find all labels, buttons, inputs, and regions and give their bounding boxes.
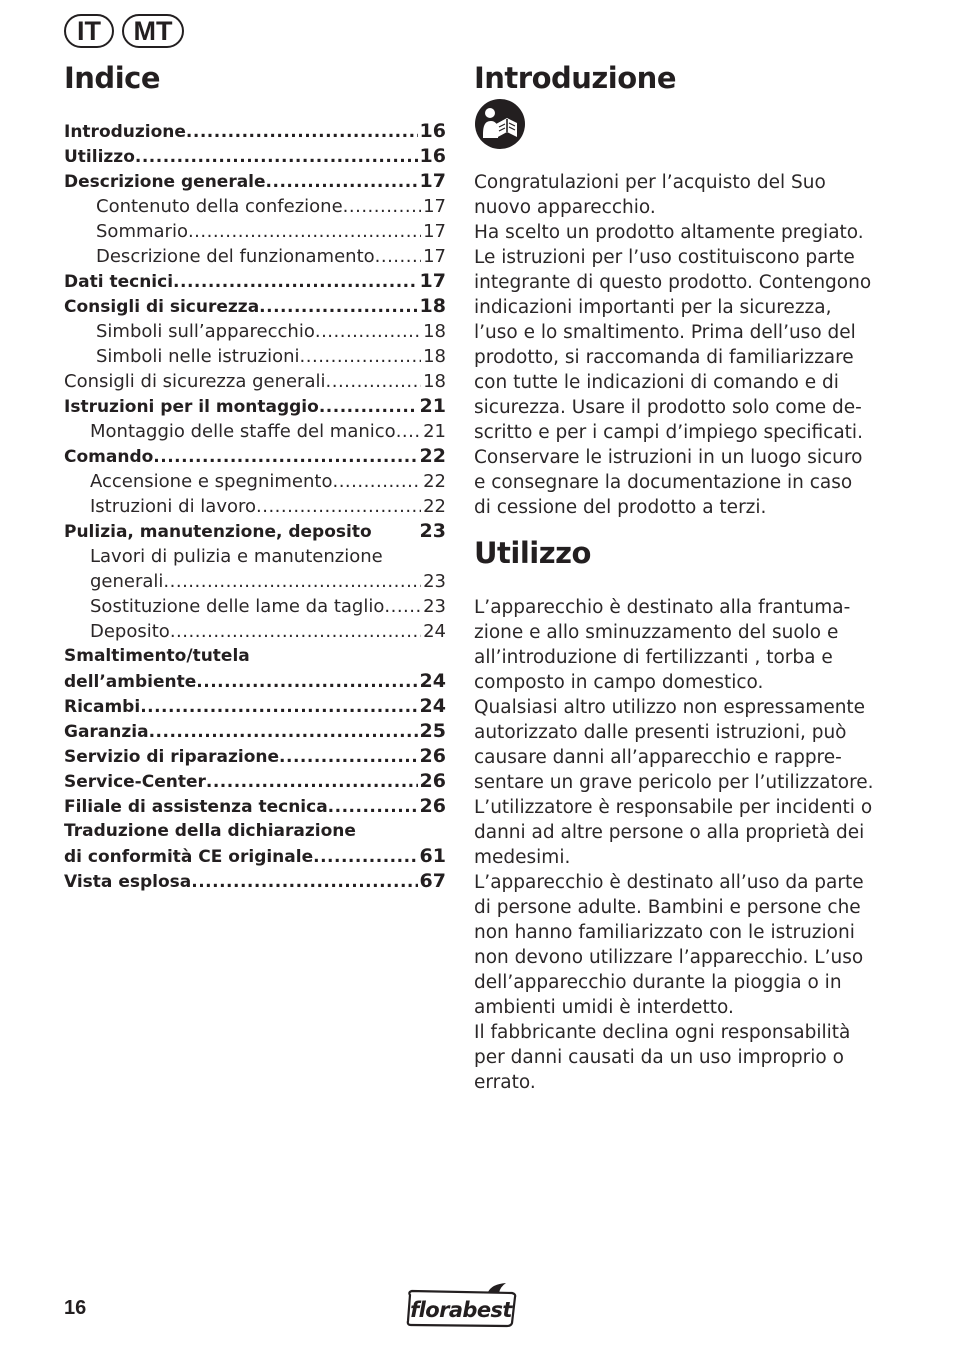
toc-entry-page: 22 (423, 471, 446, 492)
utilizzo-text-line: per danni causati da un uso improprio o (474, 1047, 844, 1068)
toc-entry-label: Pulizia, manutenzione, deposito (64, 522, 372, 542)
toc-entry-page: 17 (423, 196, 446, 217)
introduzione-text-line: l’uso e lo smaltimento. Prima dell’uso del (474, 322, 856, 343)
utilizzo-text-line: errato. (474, 1072, 536, 1093)
toc-leader-dots (153, 445, 417, 470)
toc-entry-page: 22 (423, 496, 446, 517)
toc-entry[interactable] (64, 344, 446, 369)
utilizzo-text-line: all’introduzione di fertilizzanti , torba e (474, 647, 833, 668)
toc-entry-page: 18 (423, 371, 446, 392)
utilizzo-text-line: sentare un grave pericolo per l’utilizzatore. (474, 772, 874, 793)
introduzione-text-line: integrante di questo prodotto. Contengono (474, 272, 872, 293)
toc-entry[interactable] (64, 619, 446, 644)
utilizzo-text-line: non devono utilizzare l’apparecchio. L’uso (474, 947, 864, 968)
toc-leader-dots (135, 145, 418, 170)
toc-leader-dots (186, 120, 418, 145)
toc-entry-page: 21 (419, 395, 446, 417)
toc-entry-label: dell’ambiente (64, 672, 197, 692)
toc-entry-label: Vista esplosa (64, 872, 192, 892)
utilizzo-text-line: Qualsiasi altro utilizzo non espressamente (474, 697, 866, 718)
introduzione-text-line: di cessione del prodotto a terzi. (474, 497, 767, 518)
toc-entry-label: Traduzione della dichiarazione (64, 821, 356, 841)
toc-entry-label: Simboli sull’apparecchio (96, 321, 315, 342)
index-title: Indice (64, 61, 160, 95)
toc-entry-label: Ricambi (64, 697, 141, 717)
toc-entry-page: 16 (419, 145, 446, 167)
toc-entry[interactable] (64, 569, 446, 594)
toc-leader-dots (191, 870, 417, 895)
toc-entry-label: Accensione e spegnimento (90, 471, 333, 492)
introduzione-text-line: prodotto, si raccomanda di familiarizzare (474, 347, 854, 368)
introduzione-text-line: Ha scelto un prodotto altamente pregiato. (474, 222, 864, 243)
utilizzo-body (474, 595, 874, 1095)
language-badges (64, 14, 184, 48)
toc-entry[interactable] (64, 244, 446, 269)
toc-entry-page: 24 (419, 695, 446, 717)
toc-entry[interactable] (64, 294, 446, 319)
toc-entry[interactable] (64, 444, 446, 469)
toc-leader-dots (343, 194, 421, 219)
toc-entry-page: 18 (423, 346, 446, 367)
utilizzo-text-line: dell’apparecchio durante la pioggia o in (474, 972, 842, 993)
introduzione-text-line: scritto e per i campi d’impiego specificati. (474, 422, 863, 443)
toc-entry-page: 23 (423, 571, 446, 592)
toc-entry[interactable] (64, 819, 446, 844)
toc-entry-label: Istruzioni per il montaggio (64, 397, 319, 417)
toc-leader-dots (315, 319, 421, 344)
toc-entry-page: 26 (419, 745, 446, 767)
toc-entry-label: Sommario (96, 221, 188, 242)
introduzione-title: Introduzione (474, 61, 676, 95)
toc-entry-page: 26 (419, 795, 446, 817)
toc-entry-page: 26 (419, 770, 446, 792)
toc-entry-label: Utilizzo (64, 147, 135, 167)
toc-entry-label: Filiale di assistenza tecnica (64, 797, 328, 817)
toc-entry[interactable] (64, 144, 446, 169)
toc-entry-label: Simboli nelle istruzioni (96, 346, 300, 367)
utilizzo-text-line: Il fabbricante declina ogni responsabilità (474, 1022, 851, 1043)
utilizzo-title: Utilizzo (474, 536, 591, 570)
toc-entry[interactable] (64, 744, 446, 769)
toc-entry-page: 16 (419, 120, 446, 142)
utilizzo-text-line: composto in campo domestico. (474, 672, 764, 693)
toc-entry-page: 23 (423, 596, 446, 617)
toc-leader-dots (256, 494, 421, 519)
utilizzo-text-line: autorizzato dalle presenti istruzioni, può (474, 722, 847, 743)
toc-entry-page: 22 (419, 445, 446, 467)
utilizzo-text-line: causare danni all’apparecchio e rappre- (474, 747, 842, 768)
toc-leader-dots (319, 395, 418, 420)
toc-entry[interactable] (64, 494, 446, 519)
toc-entry-label: Comando (64, 447, 154, 467)
introduzione-text-line: indicazioni importanti per la sicurezza, (474, 297, 832, 318)
toc-entry[interactable] (64, 794, 446, 819)
toc-entry-page: 61 (419, 845, 446, 867)
toc-entry[interactable] (64, 719, 446, 744)
toc-leader-dots (259, 295, 417, 320)
toc-leader-dots (173, 270, 418, 295)
toc-leader-dots (170, 619, 421, 644)
toc-entry[interactable] (64, 219, 446, 244)
utilizzo-text-line: ambienti umidi è interdetto. (474, 997, 734, 1018)
toc-leader-dots (279, 745, 418, 770)
toc-entry-page: 17 (419, 270, 446, 292)
toc-entry-label: Montaggio delle staffe del manico (90, 421, 396, 442)
utilizzo-text-line: L’apparecchio è destinato alla frantuma- (474, 597, 851, 618)
toc-entry[interactable] (64, 194, 446, 219)
introduzione-text-line: sicurezza. Usare il prodotto solo come de- (474, 397, 862, 418)
toc-entry[interactable] (64, 844, 446, 869)
toc-entry[interactable] (64, 669, 446, 694)
toc-entry[interactable] (64, 119, 446, 144)
toc-leader-dots (384, 594, 421, 619)
toc-entry[interactable] (64, 594, 446, 619)
toc-entry[interactable] (64, 419, 446, 444)
toc-leader-dots (328, 795, 418, 820)
toc-entry-label: Sostituzione delle lame da taglio (90, 596, 385, 617)
toc-entry-page: 17 (423, 221, 446, 242)
utilizzo-text-line: di persone adulte. Bambini e persone che (474, 897, 861, 918)
toc-entry-page: 23 (419, 520, 446, 542)
toc-entry-label: Introduzione (64, 122, 186, 142)
toc-entry-page: 24 (419, 670, 446, 692)
toc-entry-label: Lavori di pulizia e manutenzione (90, 546, 383, 567)
introduzione-text-line: Le istruzioni per l’uso costituiscono parte (474, 247, 855, 268)
utilizzo-text-line: medesimi. (474, 847, 571, 868)
introduzione-text-line: nuovo apparecchio. (474, 197, 656, 218)
toc-entry[interactable] (64, 544, 446, 569)
toc-entry[interactable] (64, 519, 446, 544)
toc-leader-dots (206, 770, 418, 795)
introduzione-text-line: con tutte le indicazioni di comando e di (474, 372, 839, 393)
toc-leader-dots (266, 170, 418, 195)
toc-entry-page: 24 (423, 621, 446, 642)
toc-entry[interactable] (64, 169, 446, 194)
toc-leader-dots (149, 720, 418, 745)
utilizzo-text-line: zione e allo sminuzzamento del suolo e (474, 622, 839, 643)
toc-leader-dots (313, 845, 417, 870)
introduzione-body (474, 170, 874, 520)
toc-leader-dots (326, 369, 422, 394)
toc-entry[interactable] (64, 394, 446, 419)
toc-entry-label: Servizio di riparazione (64, 747, 280, 767)
table-of-contents (64, 119, 446, 894)
toc-entry[interactable] (64, 469, 446, 494)
toc-entry[interactable] (64, 869, 446, 894)
toc-entry-label: Garanzia (64, 722, 149, 742)
toc-entry-label: Smaltimento/tutela (64, 646, 250, 666)
toc-leader-dots (375, 244, 421, 269)
svg-text:florabest: florabest (410, 1298, 512, 1322)
toc-leader-dots (300, 344, 422, 369)
language-badge-mt: MT (122, 14, 184, 48)
toc-entry-page: 21 (423, 421, 446, 442)
toc-entry[interactable] (64, 694, 446, 719)
toc-entry-page: 18 (423, 321, 446, 342)
language-badge-it: IT (64, 14, 114, 48)
toc-entry-label: Dati tecnici (64, 272, 174, 292)
toc-leader-dots (140, 695, 417, 720)
toc-leader-dots (196, 670, 417, 695)
toc-entry-label: Contenuto della confezione (96, 196, 343, 217)
introduzione-text-line: e consegnare la documentazione in caso (474, 472, 853, 493)
toc-entry-label: Service-Center (64, 772, 206, 792)
toc-entry-label: Consigli di sicurezza generali (64, 371, 326, 392)
toc-entry-label: Deposito (90, 621, 170, 642)
read-manual-icon (474, 98, 526, 150)
toc-leader-dots (396, 419, 421, 444)
toc-entry-label: generali (90, 571, 164, 592)
toc-entry-label: Istruzioni di lavoro (90, 496, 257, 517)
utilizzo-text-line: danni ad altre persone o alla proprietà dei (474, 822, 865, 843)
toc-entry-label: Descrizione generale (64, 172, 266, 192)
toc-entry[interactable] (64, 644, 446, 669)
toc-entry-page: 17 (419, 170, 446, 192)
toc-entry-page: 25 (419, 720, 446, 742)
toc-entry-label: Descrizione del funzionamento (96, 246, 375, 267)
utilizzo-text-line: L’apparecchio è destinato all’uso da parte (474, 872, 864, 893)
florabest-logo (404, 1283, 518, 1329)
toc-entry[interactable] (64, 369, 446, 394)
toc-entry-label: di conformità CE originale (64, 847, 314, 867)
utilizzo-text-line: non hanno familiarizzato con le istruzioni (474, 922, 855, 943)
introduzione-text-line: Congratulazioni per l’acquisto del Suo (474, 172, 826, 193)
toc-entry-page: 18 (419, 295, 446, 317)
toc-leader-dots (332, 469, 421, 494)
introduzione-text-line: Conservare le istruzioni in un luogo sicuro (474, 447, 863, 468)
utilizzo-text-line: L’utilizzatore è responsabile per incidenti o (474, 797, 873, 818)
toc-leader-dots (188, 219, 421, 244)
toc-entry-page: 17 (423, 246, 446, 267)
toc-entry[interactable] (64, 319, 446, 344)
toc-entry[interactable] (64, 769, 446, 794)
toc-entry[interactable] (64, 269, 446, 294)
toc-entry-page: 67 (419, 870, 446, 892)
toc-leader-dots (163, 569, 421, 594)
toc-entry-label: Consigli di sicurezza (64, 297, 260, 317)
page-number: 16 (64, 1297, 87, 1319)
